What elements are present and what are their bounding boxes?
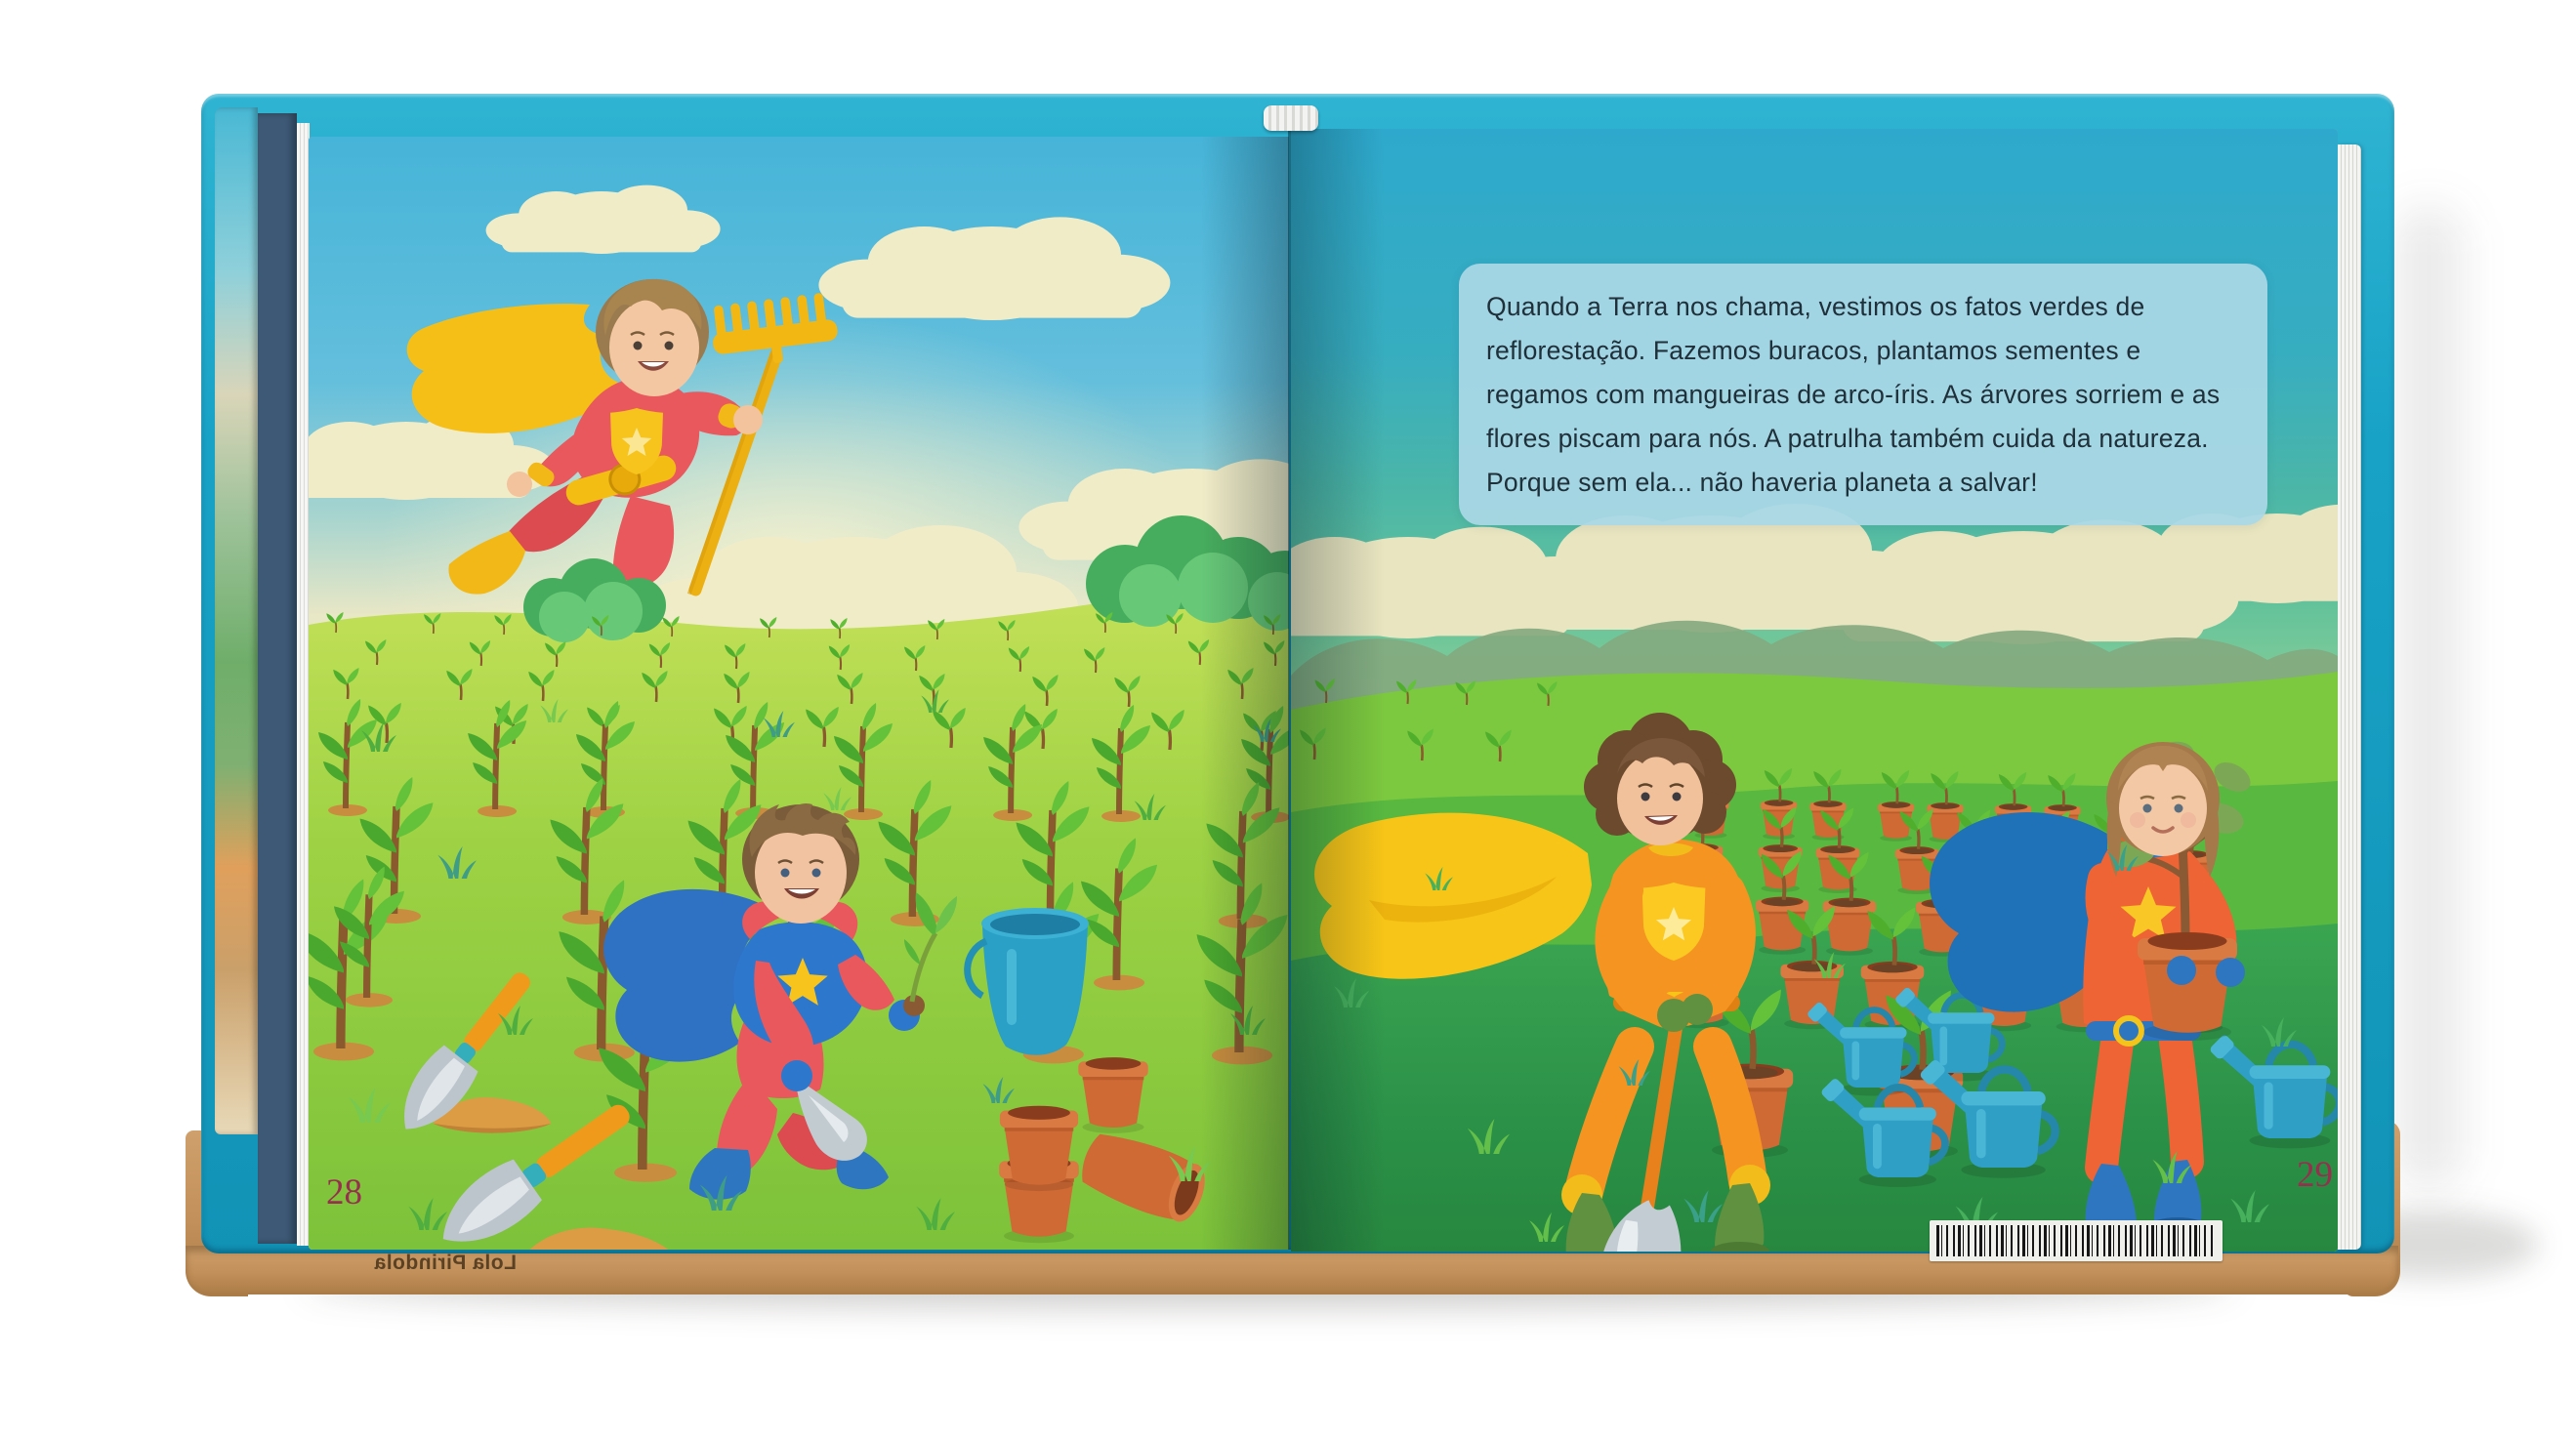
gutter-shadow-right: [1291, 129, 1385, 1252]
blue-cape: [1930, 812, 2107, 1012]
cover-fore-edge-art: [215, 107, 258, 1134]
story-text: Quando a Terra nos chama, vestimos os fatos verdes de reflorestação. Fazemos buracos, plantamos sementes e regamos com mangueiras de arco-íris. As árvores sorriem e as flores piscam para nós. A patrulha também cuida da natureza. Porque sem ela... não haveria planeta a salvar!: [1486, 292, 2221, 497]
cover-side-shadow: [2394, 205, 2463, 1191]
page-edge-stack-right: [2338, 144, 2361, 1250]
barcode-icon: [1936, 1225, 2216, 1256]
flyleaf-navy-strip: [258, 113, 297, 1244]
hand: [733, 405, 763, 434]
left-page-illustration: [309, 137, 1289, 1250]
page-number-right: 29: [2297, 1155, 2333, 1195]
publisher-mark-mirrored: Lola Pirindola: [374, 1252, 517, 1274]
spine-headband: [1264, 105, 1318, 131]
page-number-left: 28: [326, 1172, 362, 1212]
left-page[interactable]: [309, 137, 1289, 1250]
spine-seam: [1288, 131, 1291, 1250]
gutter-shadow-left: [1201, 137, 1289, 1250]
